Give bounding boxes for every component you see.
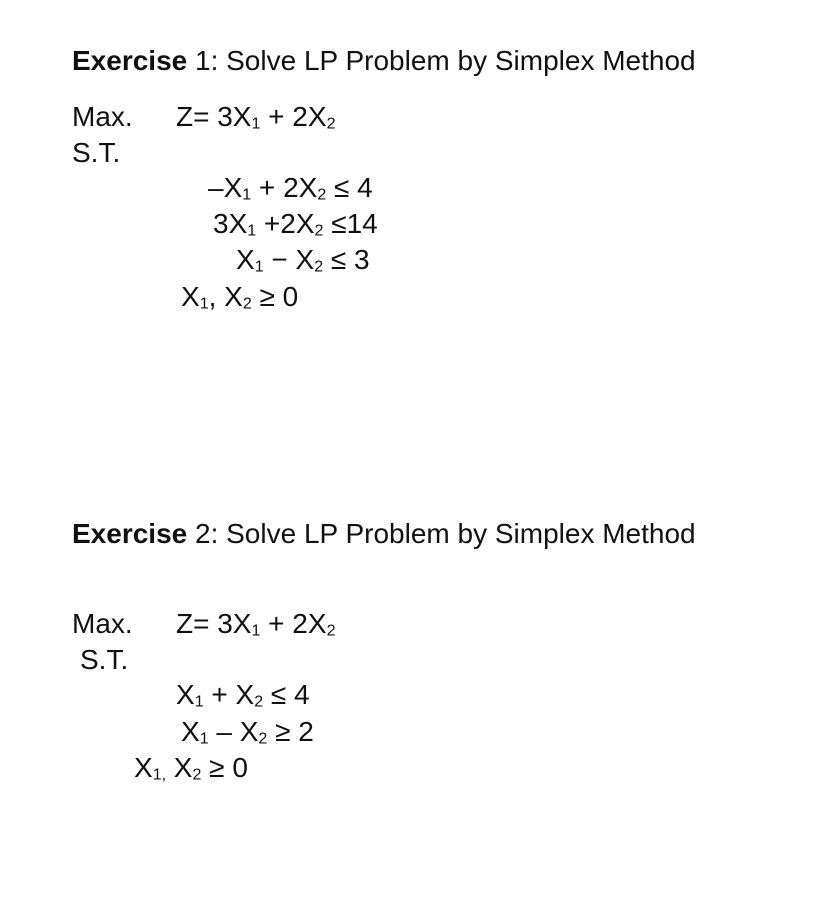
exercise-2-max-label: Max. <box>72 608 133 639</box>
exercise-1-nonnegativity: X1, X2 ≥ 0 <box>181 281 299 313</box>
exercise-2-constraint-1: X1 + X2 ≤ 4 <box>176 679 310 711</box>
exercise-1-max-label: Max. <box>72 101 133 132</box>
exercise-2-title-rest: 2: Solve LP Problem by Simplex Method <box>187 518 696 549</box>
exercise-1-objective: Z= 3X1 + 2X2 <box>176 101 336 133</box>
exercise-1-st-label: S.T. <box>72 137 121 168</box>
exercise-1-title <box>72 44 696 78</box>
exercise-1-constraint-3: X1 − X2 ≤ 3 <box>236 244 370 276</box>
exercise-1-constraint-2: 3X1 +2X2 ≤14 <box>213 208 378 240</box>
exercise-1-constraint-1: –X1 + 2X2 ≤ 4 <box>208 172 373 204</box>
exercise-2-nonnegativity: X1, X2 ≥ 0 <box>134 752 248 784</box>
exercise-1-title-rest: 1: Solve LP Problem by Simplex Method <box>187 45 696 76</box>
exercise-2-objective: Z= 3X1 + 2X2 <box>176 608 336 640</box>
exercise-2-constraint-2: X1 – X2 ≥ 2 <box>181 716 314 748</box>
exercise-2-title <box>72 517 696 551</box>
exercise-1-title-bold: Exercise <box>72 45 188 76</box>
exercise-2-st-label: S.T. <box>80 644 129 675</box>
exercise-2-title-bold: Exercise <box>72 518 188 549</box>
